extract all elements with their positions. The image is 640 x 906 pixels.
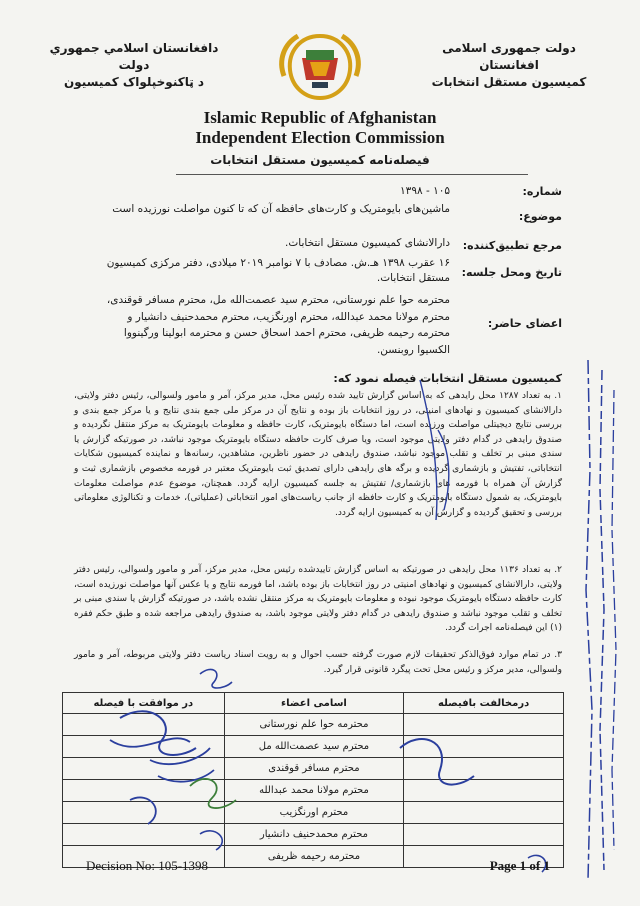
field-number <box>92 184 562 200</box>
signature-table-header <box>63 693 564 714</box>
col-agree-header: در موافقت با فیصله <box>63 693 225 714</box>
agree-cell <box>63 758 225 780</box>
against-cell <box>404 802 564 824</box>
members-label: اعضای حاضر: <box>487 317 562 330</box>
member-name: محترم مولانا محمد عبدالله <box>224 780 404 802</box>
member-name: محترم اورنگزیب <box>224 802 404 824</box>
header-left-line2: د ټاکنوخپلواک کمیسیون <box>63 75 205 89</box>
table-row <box>63 758 564 780</box>
table-row <box>63 780 564 802</box>
document-title: فیصله‌نامه کمیسیون مستقل انتخابات <box>210 153 430 167</box>
decision-number: Decision No: 105-1398 <box>86 858 209 873</box>
against-cell <box>404 824 564 846</box>
members-value: محترمه حوا علم نورستانی، محترم سید عصمت‌الله مل، محترم مسافر قوقندی، محترم مولانا محمد عبدالله، محترم اورنگزیب، محترم محمدحنیف دانشیار و محترمه رحیمه ظریفی، محترم احمد اسحاق حسن و محترمه ابولینا ورگینووا الکسیوا روبنسن. <box>106 294 450 356</box>
title-english-line1: Islamic Republic of Afghanistan <box>203 108 437 127</box>
field-subject <box>92 202 562 234</box>
table-row <box>63 802 564 824</box>
authority-label: مرجع تطبیق‌کننده: <box>462 239 562 252</box>
member-name: محترم سید عصمت‌الله مل <box>224 736 404 758</box>
title-divider <box>176 174 528 175</box>
header-left <box>34 40 234 91</box>
field-date-place <box>92 256 562 288</box>
against-cell <box>404 736 564 758</box>
header-right-line2: کمیسیون مستقل انتخابات <box>431 75 587 89</box>
against-cell <box>404 714 564 736</box>
agree-cell <box>63 780 225 802</box>
header-right-line1: دولت جمهوری اسلامی افغانستان <box>442 41 576 72</box>
number-label: شماره: <box>522 185 562 198</box>
afghanistan-iec-emblem-icon <box>276 30 364 104</box>
signature-table <box>62 692 564 868</box>
handwritten-margin-note <box>580 350 620 890</box>
table-row <box>63 736 564 758</box>
field-authority <box>92 236 562 252</box>
against-cell <box>404 758 564 780</box>
decision-paragraph-2: ۲. به تعداد ۱۱۳۶ محل رایدهی در صورتیکه به اساس گزارش تاییدشده رئیس محل، مدیر مرکز، آمر و مامور ولسوالی، رئیس دفتر ولایتی، دارالانشای کمیسیون و نهادهای امنیتی در روز انتخابات باز بوده باشد، اما فورمه نتایج و یا عکس آنها مواصلت نورزیده است، کارت حافظه دستگاه بایومتریک موجود نبوده و معلومات بایومتریک به مرکز منتقل نشده باشد، در صورتیکه گزارش یا سندی مبنی بر تخلف و تقلب موجود نباشد و صندوق رایدهی در گدام دفتر ولایتی موجود باشد، به صندوق رایدهی مراجعه شده و طبق حکم فقره (۱) این فیصله‌نامه اجرات گردد. <box>74 565 562 634</box>
member-name: محترم مسافر قوقندی <box>224 758 404 780</box>
authority-value: دارالانشای کمیسیون مستقل انتخابات. <box>285 237 450 249</box>
table-row <box>63 824 564 846</box>
agree-cell <box>63 824 225 846</box>
col-against-header: درمخالفت بافیصله <box>404 693 564 714</box>
title-english-line2: Independent Election Commission <box>195 128 445 147</box>
member-name: محترم محمدحنیف دانشیار <box>224 824 404 846</box>
number-value: ۱۰۵ - ۱۳۹۸ <box>400 185 450 197</box>
member-name: محترمه رحیمه ظریفی <box>224 846 404 868</box>
field-members <box>92 292 562 362</box>
decision-heading: کمیسیون مستقل انتخابات فیصله نمود که: <box>333 372 562 385</box>
decision-paragraph-1: ۱. به تعداد ۱۲۸۷ محل رایدهی که به اساس گزارش تایید شده رئیس محل، مدیر مرکز، آمر و مامور ولسوالی، رئیس دفتر ولایتی، دارالانشای کمیسیون و نهادهای امنیتی، در روز انتخابات باز بوده و نتایج آن در مرکز ملی جمع بندی نتایج و یا مرکز جمع بندی و بررسی نتایج دیجیتلی مواصلت ورزیده است، اما دستگاه بایومتریک، کارت حافظه و معلومات بایومتریک به مرکز منتقل نگردیده و صندوق رایدهی در گدام دفتر ولایتی موجود است، ویا صرف کارت حافظه دستگاه بایومتریک موجود نباشد، در صورتیکه گزارش یا سندی مبنی بر تخلف و تقلب موجود نباشد، صندوق رایدهی در حضور ناظرین، مشاهدین، رسانه‌ها و نماینده کمیسیون شکایات انتخاباتی، تفتیش و بازشماری گردیده و برگه های رایدهی دارای تصدیق ثبت بایومتریک معتبر در فورمه مخصوص بازشماری ثبت و گزارش آن همراه با فورمه های بازشماری/ تفتیش به جلسه کمیسیون ارایه گردد. همچنان، موضوع عدم مواصلت معلومات بایومتریک، به شمول دستگاه بایومتریک و کارت حافظه از جانب ریاست‌های امور انتخاباتی (عملیاتی)، خدمات و تکنالوژی معلوماتی بررسی و تحقیق گردیده و گزارش آن به کمیسیون ارایه گردد. <box>74 391 562 518</box>
agree-cell <box>63 802 225 824</box>
header-left-line1: دافغانستان اسلامي جمهوري دولت <box>49 41 219 72</box>
decision-paragraph-3: ۳. در تمام موارد فوق‌الذکر تحقیقات لازم صورت گرفته حسب احوال و به رویت اسناد ریاست دفتر ولایتی مربوطه، آمر و مامور ولسوالی، مدیر مرکز و رئیس محل تحت پیگرد قانونی قرار گیرد. <box>74 650 562 675</box>
against-cell <box>404 780 564 802</box>
page-number: Page 1 of 1 <box>489 858 550 873</box>
subject-value: ماشین‌های بایومتریک و کارت‌های حافظه آن که تا کنون مواصلت نورزیده است <box>112 203 450 215</box>
member-name: محترمه حوا علم نورستانی <box>224 714 404 736</box>
subject-label: موضوع: <box>518 210 562 223</box>
col-members-header: اسامی اعضاء <box>224 693 404 714</box>
date-value: ۱۶ عقرب ۱۳۹۸ هـ.ش. مصادف با ۷ نوامبر ۲۰۱۹ میلادی، دفتر مرکزی کمیسیون مستقل انتخابات. <box>106 257 450 284</box>
table-row <box>63 714 564 736</box>
header-right <box>414 40 604 91</box>
date-label: تاریخ ومحل جلسه: <box>461 266 562 279</box>
agree-cell <box>63 736 225 758</box>
agree-cell <box>63 714 225 736</box>
